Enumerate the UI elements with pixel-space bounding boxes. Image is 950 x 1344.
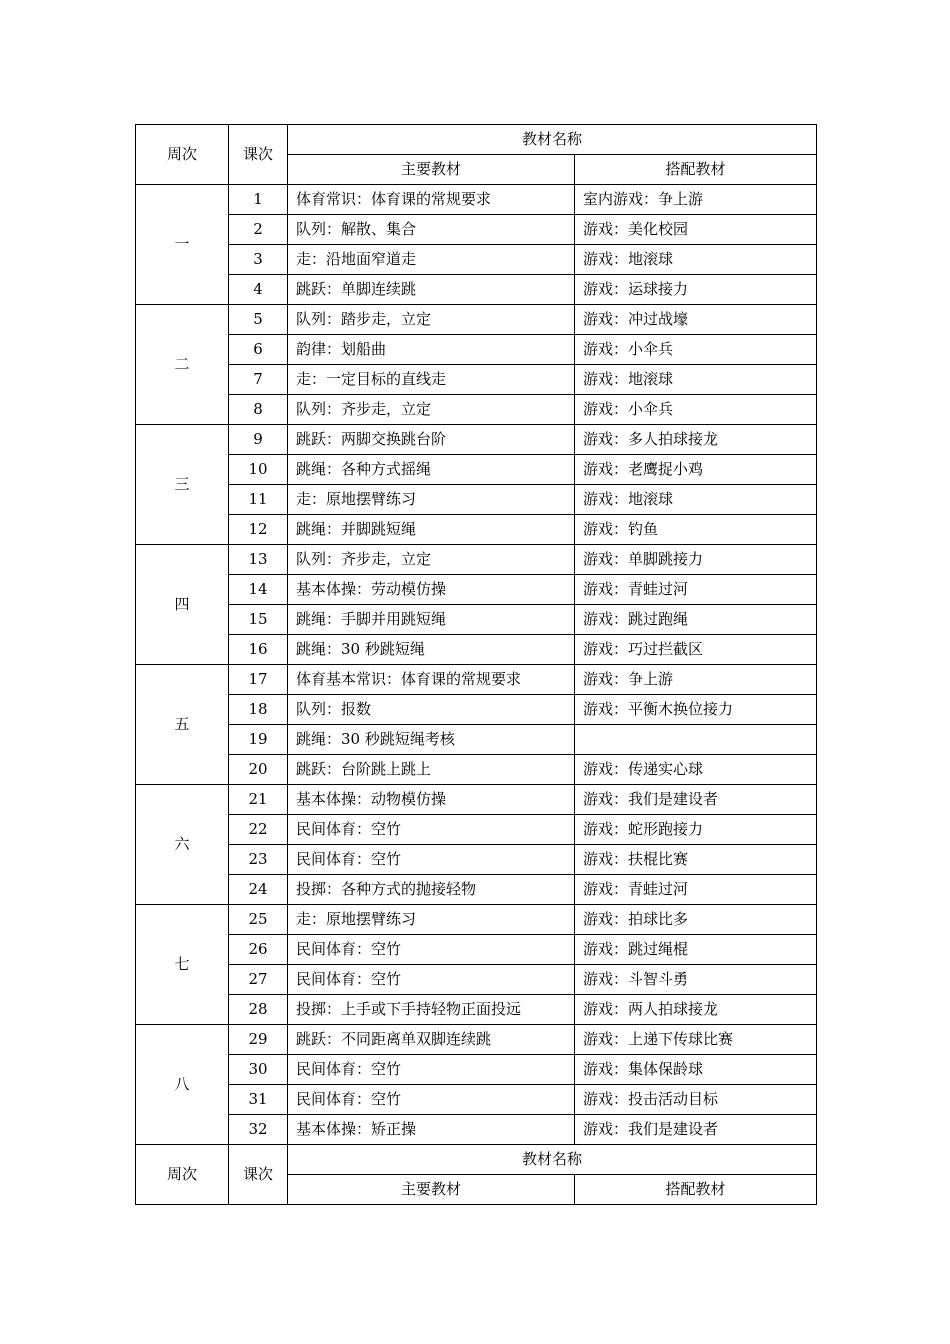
secondary-material-cell: 游戏：地滚球 xyxy=(575,245,817,275)
week-cell: 四 xyxy=(136,545,229,665)
table-row xyxy=(136,905,817,935)
secondary-material-cell: 游戏：跳过绳棍 xyxy=(575,935,817,965)
week-cell: 七 xyxy=(136,905,229,1025)
lesson-number-cell: 8 xyxy=(229,395,288,425)
main-material-cell: 基本体操：动物模仿操 xyxy=(288,785,575,815)
table-row xyxy=(136,245,817,275)
footer-secondary-material: 搭配教材 xyxy=(575,1175,817,1205)
table-row xyxy=(136,695,817,725)
table-row xyxy=(136,515,817,545)
table-row xyxy=(136,185,817,215)
main-material-cell: 跳跃：单脚连续跳 xyxy=(288,275,575,305)
lesson-number-cell: 1 xyxy=(229,185,288,215)
table-footer-header xyxy=(136,1145,817,1205)
table-row xyxy=(136,635,817,665)
main-material-cell: 队列：解散、集合 xyxy=(288,215,575,245)
secondary-material-cell: 游戏：小伞兵 xyxy=(575,395,817,425)
lesson-number-cell: 13 xyxy=(229,545,288,575)
main-material-cell: 体育常识：体育课的常规要求 xyxy=(288,185,575,215)
lesson-number-cell: 7 xyxy=(229,365,288,395)
table-row xyxy=(136,995,817,1025)
lesson-number-cell: 29 xyxy=(229,1025,288,1055)
secondary-material-cell: 游戏：青蛙过河 xyxy=(575,575,817,605)
header-secondary-material: 搭配教材 xyxy=(575,155,817,185)
lesson-number-cell: 4 xyxy=(229,275,288,305)
secondary-material-cell: 室内游戏：争上游 xyxy=(575,185,817,215)
table-row xyxy=(136,725,817,755)
week-cell: 二 xyxy=(136,305,229,425)
table-row xyxy=(136,815,817,845)
main-material-cell: 跳绳：30 秒跳短绳考核 xyxy=(288,725,575,755)
table-row xyxy=(136,755,817,785)
secondary-material-cell: 游戏：单脚跳接力 xyxy=(575,545,817,575)
secondary-material-cell: 游戏：拍球比多 xyxy=(575,905,817,935)
secondary-material-cell: 游戏：我们是建设者 xyxy=(575,1115,817,1145)
table-row xyxy=(136,1085,817,1115)
secondary-material-cell: 游戏：投击活动目标 xyxy=(575,1085,817,1115)
table-row xyxy=(136,605,817,635)
secondary-material-cell xyxy=(575,725,817,755)
table-row xyxy=(136,455,817,485)
table-row xyxy=(136,425,817,455)
footer-week: 周次 xyxy=(136,1145,229,1205)
table-row xyxy=(136,215,817,245)
table-row xyxy=(136,845,817,875)
lesson-number-cell: 15 xyxy=(229,605,288,635)
footer-main-material: 主要教材 xyxy=(288,1175,575,1205)
main-material-cell: 跳绳：30 秒跳短绳 xyxy=(288,635,575,665)
table-row xyxy=(136,1055,817,1085)
secondary-material-cell: 游戏：扶棍比赛 xyxy=(575,845,817,875)
lesson-number-cell: 26 xyxy=(229,935,288,965)
secondary-material-cell: 游戏：上递下传球比赛 xyxy=(575,1025,817,1055)
lesson-number-cell: 18 xyxy=(229,695,288,725)
main-material-cell: 投掷：各种方式的抛接轻物 xyxy=(288,875,575,905)
main-material-cell: 民间体育：空竹 xyxy=(288,935,575,965)
footer-material-name: 教材名称 xyxy=(288,1145,817,1175)
main-material-cell: 跳绳：各种方式摇绳 xyxy=(288,455,575,485)
week-cell: 六 xyxy=(136,785,229,905)
main-material-cell: 跳跃：台阶跳上跳上 xyxy=(288,755,575,785)
secondary-material-cell: 游戏：斗智斗勇 xyxy=(575,965,817,995)
table-row xyxy=(136,335,817,365)
week-cell: 三 xyxy=(136,425,229,545)
table-row xyxy=(136,935,817,965)
main-material-cell: 跳跃：不同距离单双脚连续跳 xyxy=(288,1025,575,1055)
lesson-number-cell: 23 xyxy=(229,845,288,875)
secondary-material-cell: 游戏：两人拍球接龙 xyxy=(575,995,817,1025)
table-row xyxy=(136,875,817,905)
main-material-cell: 走：原地摆臂练习 xyxy=(288,905,575,935)
secondary-material-cell: 游戏：运球接力 xyxy=(575,275,817,305)
main-material-cell: 民间体育：空竹 xyxy=(288,965,575,995)
secondary-material-cell: 游戏：地滚球 xyxy=(575,365,817,395)
lesson-number-cell: 16 xyxy=(229,635,288,665)
lesson-number-cell: 5 xyxy=(229,305,288,335)
secondary-material-cell: 游戏：巧过拦截区 xyxy=(575,635,817,665)
lesson-number-cell: 22 xyxy=(229,815,288,845)
lesson-number-cell: 21 xyxy=(229,785,288,815)
table-row xyxy=(136,785,817,815)
main-material-cell: 韵律：划船曲 xyxy=(288,335,575,365)
main-material-cell: 跳跃：两脚交换跳台阶 xyxy=(288,425,575,455)
main-material-cell: 民间体育：空竹 xyxy=(288,1085,575,1115)
table-row xyxy=(136,275,817,305)
lesson-number-cell: 28 xyxy=(229,995,288,1025)
lesson-schedule-table xyxy=(135,124,817,1205)
lesson-number-cell: 6 xyxy=(229,335,288,365)
lesson-number-cell: 27 xyxy=(229,965,288,995)
lesson-number-cell: 25 xyxy=(229,905,288,935)
secondary-material-cell: 游戏：集体保龄球 xyxy=(575,1055,817,1085)
secondary-material-cell: 游戏：平衡木换位接力 xyxy=(575,695,817,725)
secondary-material-cell: 游戏：蛇形跑接力 xyxy=(575,815,817,845)
secondary-material-cell: 游戏：老鹰捉小鸡 xyxy=(575,455,817,485)
main-material-cell: 队列：踏步走，立定 xyxy=(288,305,575,335)
secondary-material-cell: 游戏：钓鱼 xyxy=(575,515,817,545)
lesson-number-cell: 12 xyxy=(229,515,288,545)
secondary-material-cell: 游戏：美化校园 xyxy=(575,215,817,245)
main-material-cell: 民间体育：空竹 xyxy=(288,1055,575,1085)
main-material-cell: 走：沿地面窄道走 xyxy=(288,245,575,275)
main-material-cell: 基本体操：矫正操 xyxy=(288,1115,575,1145)
lesson-number-cell: 31 xyxy=(229,1085,288,1115)
table-header xyxy=(136,125,817,185)
table-row xyxy=(136,485,817,515)
lesson-number-cell: 11 xyxy=(229,485,288,515)
week-cell: 一 xyxy=(136,185,229,305)
header-material-name: 教材名称 xyxy=(288,125,817,155)
table-row xyxy=(136,1025,817,1055)
secondary-material-cell: 游戏：我们是建设者 xyxy=(575,785,817,815)
table-row xyxy=(136,575,817,605)
header-main-material: 主要教材 xyxy=(288,155,575,185)
main-material-cell: 跳绳：手脚并用跳短绳 xyxy=(288,605,575,635)
main-material-cell: 基本体操：劳动模仿操 xyxy=(288,575,575,605)
main-material-cell: 民间体育：空竹 xyxy=(288,815,575,845)
table-row xyxy=(136,1115,817,1145)
lesson-number-cell: 20 xyxy=(229,755,288,785)
table-row xyxy=(136,965,817,995)
secondary-material-cell: 游戏：地滚球 xyxy=(575,485,817,515)
secondary-material-cell: 游戏：冲过战壕 xyxy=(575,305,817,335)
main-material-cell: 走：一定目标的直线走 xyxy=(288,365,575,395)
table-row xyxy=(136,365,817,395)
lesson-number-cell: 24 xyxy=(229,875,288,905)
main-material-cell: 走：原地摆臂练习 xyxy=(288,485,575,515)
main-material-cell: 队列：齐步走，立定 xyxy=(288,395,575,425)
lesson-number-cell: 3 xyxy=(229,245,288,275)
main-material-cell: 民间体育：空竹 xyxy=(288,845,575,875)
secondary-material-cell: 游戏：跳过跑绳 xyxy=(575,605,817,635)
week-cell: 五 xyxy=(136,665,229,785)
table-row xyxy=(136,395,817,425)
lesson-number-cell: 17 xyxy=(229,665,288,695)
lesson-number-cell: 14 xyxy=(229,575,288,605)
main-material-cell: 队列：齐步走，立定 xyxy=(288,545,575,575)
main-material-cell: 跳绳：并脚跳短绳 xyxy=(288,515,575,545)
secondary-material-cell: 游戏：传递实心球 xyxy=(575,755,817,785)
secondary-material-cell: 游戏：多人拍球接龙 xyxy=(575,425,817,455)
secondary-material-cell: 游戏：小伞兵 xyxy=(575,335,817,365)
secondary-material-cell: 游戏：青蛙过河 xyxy=(575,875,817,905)
table-body xyxy=(136,185,817,1145)
main-material-cell: 投掷：上手或下手持轻物正面投远 xyxy=(288,995,575,1025)
lesson-number-cell: 19 xyxy=(229,725,288,755)
week-cell: 八 xyxy=(136,1025,229,1145)
table-row xyxy=(136,305,817,335)
lesson-number-cell: 2 xyxy=(229,215,288,245)
lesson-number-cell: 10 xyxy=(229,455,288,485)
header-week: 周次 xyxy=(136,125,229,185)
main-material-cell: 体育基本常识：体育课的常规要求 xyxy=(288,665,575,695)
secondary-material-cell: 游戏：争上游 xyxy=(575,665,817,695)
footer-lesson: 课次 xyxy=(229,1145,288,1205)
lesson-number-cell: 30 xyxy=(229,1055,288,1085)
lesson-number-cell: 9 xyxy=(229,425,288,455)
lesson-number-cell: 32 xyxy=(229,1115,288,1145)
table-row xyxy=(136,665,817,695)
table-row xyxy=(136,545,817,575)
main-material-cell: 队列：报数 xyxy=(288,695,575,725)
header-lesson: 课次 xyxy=(229,125,288,185)
